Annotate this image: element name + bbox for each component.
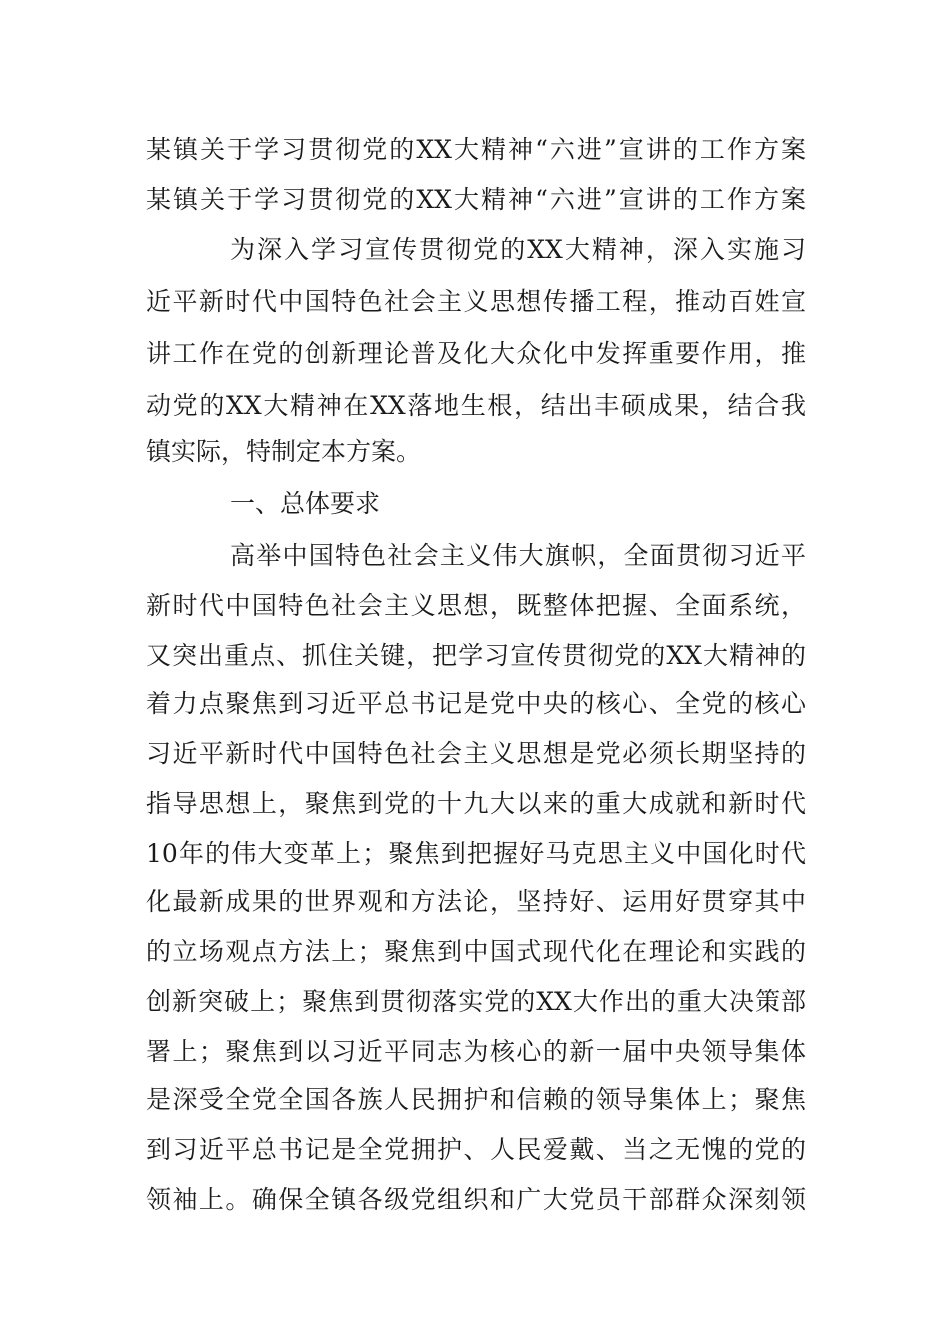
section-line-5: 习近平新时代中国特色社会主义思想是党必须长期坚持的 bbox=[146, 739, 806, 768]
section-line-14: 领袖上。确保全镇各级党组织和广大党员干部群众深刻领 bbox=[146, 1185, 806, 1214]
section-line-3: 又突出重点、抓住关键，把学习宣传贯彻党的XX大精神的 bbox=[146, 641, 806, 670]
intro-line-5: 镇实际，特制定本方案。 bbox=[146, 437, 422, 466]
section-line-10: 创新突破上；聚焦到贯彻落实党的XX大作出的重大决策部 bbox=[146, 987, 806, 1016]
section-line-9: 的立场观点方法上；聚焦到中国式现代化在理论和实践的 bbox=[146, 937, 806, 966]
section-line-11: 署上；聚焦到以习近平同志为核心的新一届中央领导集体 bbox=[146, 1037, 806, 1066]
intro-line-4: 动党的XX大精神在XX落地生根，结出丰硕成果，结合我 bbox=[146, 391, 806, 420]
intro-line-1: 为深入学习宣传贯彻党的XX大精神，深入实施习 bbox=[230, 235, 806, 264]
section-line-2: 新时代中国特色社会主义思想，既整体把握、全面系统， bbox=[146, 591, 806, 620]
section-line-1: 高举中国特色社会主义伟大旗帜，全面贯彻习近平 bbox=[230, 541, 806, 570]
section-line-4: 着力点聚焦到习近平总书记是党中央的核心、全党的核心 bbox=[146, 689, 806, 718]
section-line-6: 指导思想上，聚焦到党的十九大以来的重大成就和新时代 bbox=[146, 789, 806, 818]
section-line-12: 是深受全党全国各族人民拥护和信赖的领导集体上；聚焦 bbox=[146, 1085, 806, 1114]
intro-line-2: 近平新时代中国特色社会主义思想传播工程，推动百姓宣 bbox=[146, 287, 806, 316]
section-heading: 一、总体要求 bbox=[230, 489, 381, 518]
section-line-7: 10年的伟大变革上；聚焦到把握好马克思主义中国化时代 bbox=[146, 839, 806, 868]
intro-line-3: 讲工作在党的创新理论普及化大众化中发挥重要作用，推 bbox=[146, 339, 806, 368]
section-line-8: 化最新成果的世界观和方法论，坚持好、运用好贯穿其中 bbox=[146, 887, 806, 916]
section-line-13: 到习近平总书记是全党拥护、人民爱戴、当之无愧的党的 bbox=[146, 1135, 806, 1164]
document-title-line-1: 某镇关于学习贯彻党的XX大精神“六进”宣讲的工作方案 bbox=[146, 135, 806, 164]
document-title-line-2: 某镇关于学习贯彻党的XX大精神“六进”宣讲的工作方案 bbox=[146, 185, 806, 214]
